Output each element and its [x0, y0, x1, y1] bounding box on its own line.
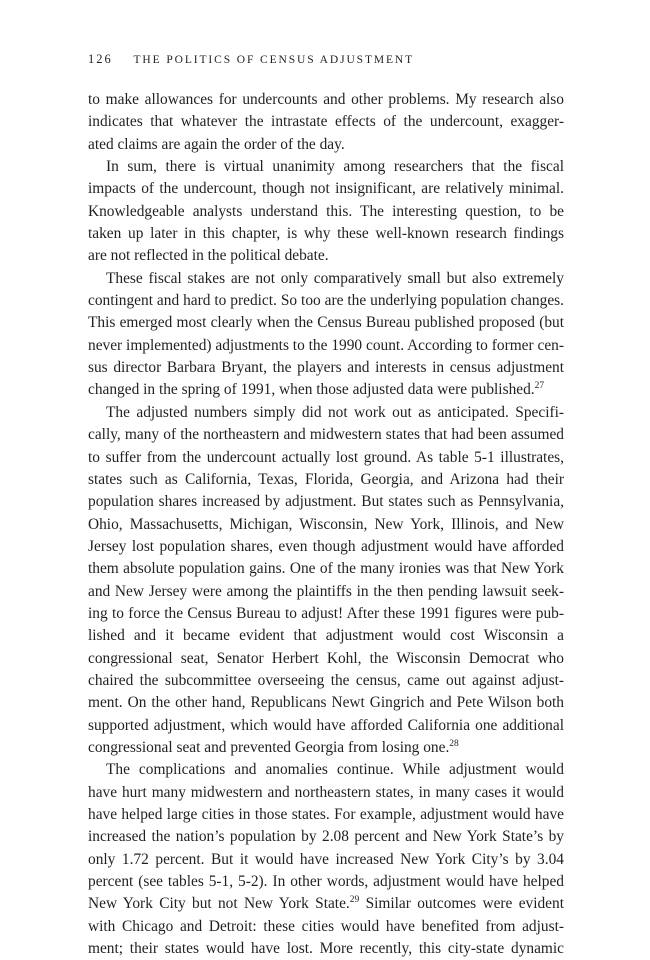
text-line: ated claims are again the order of the day.: [88, 135, 345, 153]
paragraph: [88, 759, 564, 960]
text-line: In sum, there is virtual unanimity among researchers that the fiscal: [106, 158, 564, 176]
text-line: indicates that whatever the intrastate effects of the undercount, exagger-: [88, 113, 564, 131]
text-line: Jersey lost population shares, even though adjustment would have afforded: [88, 537, 564, 555]
line-text: changed in the spring of 1991, when those adjusted data were published.: [88, 381, 535, 399]
paragraph: [88, 402, 564, 760]
text-line: cally, many of the northeastern and midwestern states that had been assumed: [88, 426, 564, 444]
text-line: This emerged most clearly when the Census Bureau published proposed (but: [88, 314, 564, 332]
text-line: Ohio, Massachusetts, Michigan, Wisconsin, New York, Illinois, and New: [88, 515, 564, 533]
text-line: [88, 737, 564, 759]
line-text: congressional seat and prevented Georgia from losing one.: [88, 738, 450, 756]
paragraph: [88, 89, 564, 156]
text-line: ing to force the Census Bureau to adjust! After these 1991 figures were pub-: [88, 604, 564, 622]
text-line: taken up later in this chapter, is why these well-known research findings: [88, 225, 564, 243]
text-line: them absolute population gains. One of the many ironies was that New York: [88, 560, 564, 578]
text-line: have hurt many midwestern and northeastern states, in many cases it would: [88, 783, 564, 801]
text-line: The adjusted numbers simply did not work out as anticipated. Specifi-: [106, 403, 564, 421]
running-head: [88, 52, 414, 67]
text-line: Knowledgeable analysts understand this. The interesting question, to be: [88, 202, 564, 220]
text-line: increased the nation’s population by 2.08 percent and New York State’s by: [88, 828, 564, 846]
text-line: to make allowances for undercounts and other problems. My research also: [88, 91, 564, 108]
text-line: never implemented) adjustments to the 1990 count. According to former cen-: [88, 336, 564, 354]
text-line: The complications and anomalies continue. While adjustment would: [106, 761, 564, 779]
text-line: to suffer from the undercount actually lost ground. As table 5-1 illustrates,: [88, 448, 564, 466]
footnote-ref: 27: [534, 381, 545, 392]
text-line: are not reflected in the political debate.: [88, 247, 329, 265]
text-line: ment. On the other hand, Republicans Newt Gingrich and Pete Wilson both: [88, 694, 564, 712]
line-text: Similar outcomes were evident: [359, 895, 564, 913]
text-line: impacts of the undercount, though not insignificant, are relatively minimal.: [88, 180, 564, 198]
paragraph: [88, 156, 564, 268]
text-line: percent (see tables 5-1, 5-2). In other words, adjustment would have helped: [88, 873, 564, 891]
text-line: sus director Barbara Bryant, the players and interests in census adjustment: [88, 359, 564, 377]
text-line: only 1.72 percent. But it would have increased New York City’s by 3.04: [88, 850, 564, 868]
text-line: with Chicago and Detroit: these cities would have benefited from adjust-: [88, 917, 564, 935]
text-line: lished and it became evident that adjustment would cost Wisconsin a: [88, 627, 564, 645]
text-line: [88, 893, 564, 915]
footnote-ref: 28: [449, 738, 459, 749]
text-line: contingent and hard to predict. So too are the underlying population changes.: [88, 292, 564, 310]
text-line: population shares increased by adjustment. But states such as Pennsylvania,: [88, 493, 564, 511]
text-line: [88, 379, 564, 401]
footnote-ref: 29: [349, 895, 360, 906]
paragraph: [88, 268, 564, 402]
text-line: ment; their states would have lost. More recently, this city-state dynamic: [88, 940, 564, 958]
text-line: chaired the subcommittee overseeing the census, came out against adjust-: [88, 671, 564, 689]
text-line: supported adjustment, which would have afforded California one additional: [88, 716, 564, 734]
text-line: states such as California, Texas, Florida, Georgia, and Arizona had their: [88, 470, 564, 488]
page-number: 126: [88, 52, 113, 66]
line-text: New York City but not New York State.: [88, 895, 350, 913]
text-line: have helped large cities in those states. For example, adjustment would have: [88, 806, 564, 823]
text-line: These fiscal stakes are not only comparatively small but also extremely: [106, 269, 564, 287]
body-text: [88, 89, 564, 960]
text-line: and New Jersey were among the plaintiffs in the then pending lawsuit seek-: [88, 582, 564, 600]
running-title: THE POLITICS OF CENSUS ADJUSTMENT: [133, 54, 415, 66]
text-line: congressional seat, Senator Herbert Kohl, the Wisconsin Democrat who: [88, 649, 564, 667]
